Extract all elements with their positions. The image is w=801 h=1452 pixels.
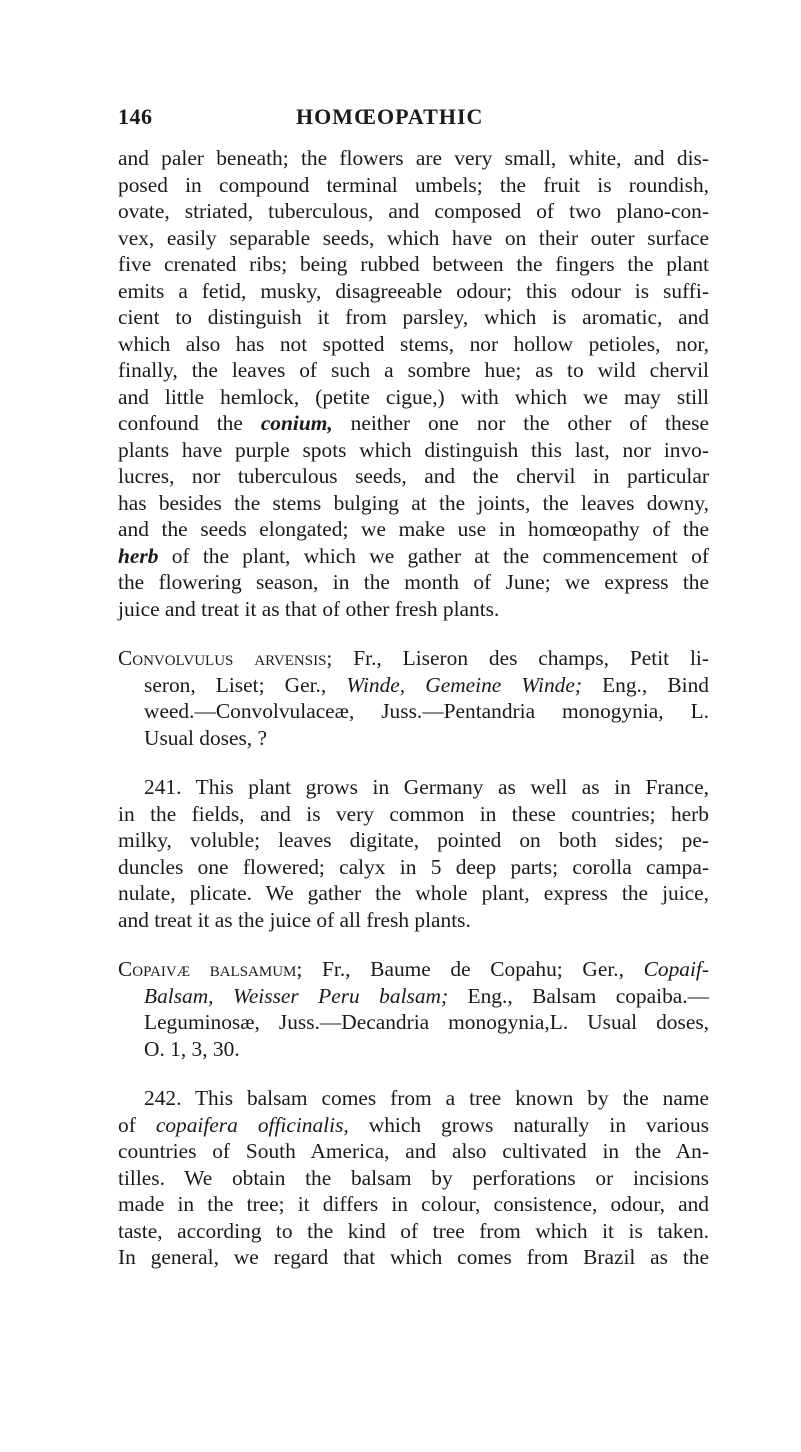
text-line: [118, 543, 709, 570]
spacer: [118, 751, 709, 774]
text-line: posed in compound terminal umbels; the fruit is roundish,: [118, 172, 709, 197]
text-line: which also has not spotted stems, nor hollow petioles, nor,: [118, 331, 709, 356]
text-line: plants have purple spots which distinguish this last, nor invo-: [118, 437, 709, 462]
italic-term: Balsam, Weisser Peru balsam;: [144, 983, 449, 1008]
paragraph-continued: [118, 145, 709, 622]
text-run: seron, Liset; Ger.,: [144, 672, 347, 697]
text-line: countries of South America, and also cultivated in the An-: [118, 1139, 709, 1163]
text-line: [118, 956, 709, 983]
text-line: Usual doses, ?: [144, 725, 267, 750]
text-run: of: [118, 1112, 156, 1137]
text-line: made in the tree; it differs in colour, consistence, odour, and: [118, 1192, 709, 1216]
text-line: taste, according to the kind of tree from which it is taken.: [118, 1218, 709, 1243]
text-line: juice and treat it as that of other fresh plants.: [118, 596, 500, 621]
text-line: In general, we regard that which comes from Brazil as the: [118, 1245, 709, 1269]
text-line: finally, the leaves of such a sombre hue; as to wild chervil: [118, 358, 709, 382]
italic-term: Winde, Gemeine Winde;: [346, 672, 582, 697]
text-line: [118, 410, 709, 437]
text-line: and little hemlock, (petite cigue,) with which we may still: [118, 384, 709, 409]
running-head: [118, 104, 707, 134]
text-line: weed.—Convolvulaceæ, Juss.—Pentandria monogynia, L.: [144, 699, 709, 723]
text-line: emits a fetid, musky, disagreeable odour; this odour is suffi-: [118, 278, 709, 303]
text-line: [118, 672, 709, 699]
text-run: of the plant, which we gather at the commencement of: [158, 543, 709, 568]
text-run: confound the: [118, 411, 261, 435]
text-run: Eng., Balsam copaiba.—: [448, 983, 709, 1008]
spacer: [118, 1062, 709, 1085]
text-line: duncles one flowered; calyx in 5 deep parts; corolla campa-: [118, 854, 709, 879]
text-line: lucres, nor tuberculous seeds, and the chervil in particular: [118, 464, 709, 488]
text-line: five crenated ribs; being rubbed between the fingers the plant: [118, 252, 709, 276]
running-title: HOMŒOPATHIC: [296, 104, 484, 129]
text-run: Eng., Bind: [581, 672, 709, 697]
text-line: [118, 983, 709, 1010]
text-line: has besides the stems bulging at the joints, the leaves downy,: [118, 490, 709, 515]
text-line: 242. This balsam comes from a tree known by the name: [144, 1086, 709, 1110]
italic-term: copaifera officinalis,: [155, 1112, 349, 1137]
entry-heading: Copaivæ balsamum: [118, 957, 297, 981]
text-line: nulate, plicate. We gather the whole plant, express the juice,: [118, 881, 709, 905]
spacer: [118, 933, 709, 956]
text-run: ; Fr., Baume de Copahu; Ger.,: [296, 957, 644, 981]
text-line: and the seeds elongated; we make use in homœopathy of the: [118, 517, 709, 541]
text-line: Leguminosæ, Juss.—Decandria monogynia,L. Usual doses,: [144, 1010, 709, 1034]
page-number: 146: [118, 104, 153, 129]
italic-term: conium,: [260, 411, 333, 435]
page-body: [118, 145, 709, 1271]
paragraph-242: [118, 1085, 709, 1271]
text-line: ovate, striated, tuberculous, and composed of two plano-con-: [118, 199, 709, 223]
text-line: the flowering season, in the month of June; we express the: [118, 570, 709, 594]
text-line: [118, 1112, 709, 1139]
entry-copaivae-balsamum: [118, 956, 709, 1062]
text-line: and treat it as the juice of all fresh plants.: [118, 907, 471, 932]
spacer: [118, 622, 709, 645]
text-line: in the fields, and is very common in these countries; herb: [118, 801, 709, 826]
text-run: neither one nor the other of these: [332, 411, 709, 435]
italic-term: Copaif-: [643, 957, 709, 981]
entry-convolvulus-arvensis: [118, 645, 709, 751]
text-line: and paler beneath; the flowers are very small, white, and dis-: [118, 146, 709, 170]
text-run: ; Fr., Liseron des champs, Petit li-: [326, 646, 709, 670]
paragraph-241: [118, 774, 709, 933]
text-line: [118, 645, 709, 672]
text-run: which grows naturally in various: [348, 1112, 710, 1137]
text-line: O. 1, 3, 30.: [144, 1036, 240, 1061]
italic-term: herb: [118, 543, 159, 568]
entry-heading: Convolvulus arvensis: [118, 646, 327, 670]
text-line: 241. This plant grows in Germany as well as in France,: [144, 775, 709, 799]
text-line: tilles. We obtain the balsam by perforations or incisions: [118, 1165, 709, 1190]
text-line: milky, voluble; leaves digitate, pointed on both sides; pe-: [118, 828, 709, 852]
text-line: cient to distinguish it from parsley, which is aromatic, and: [118, 305, 709, 329]
text-line: vex, easily separable seeds, which have on their outer surface: [118, 225, 709, 250]
